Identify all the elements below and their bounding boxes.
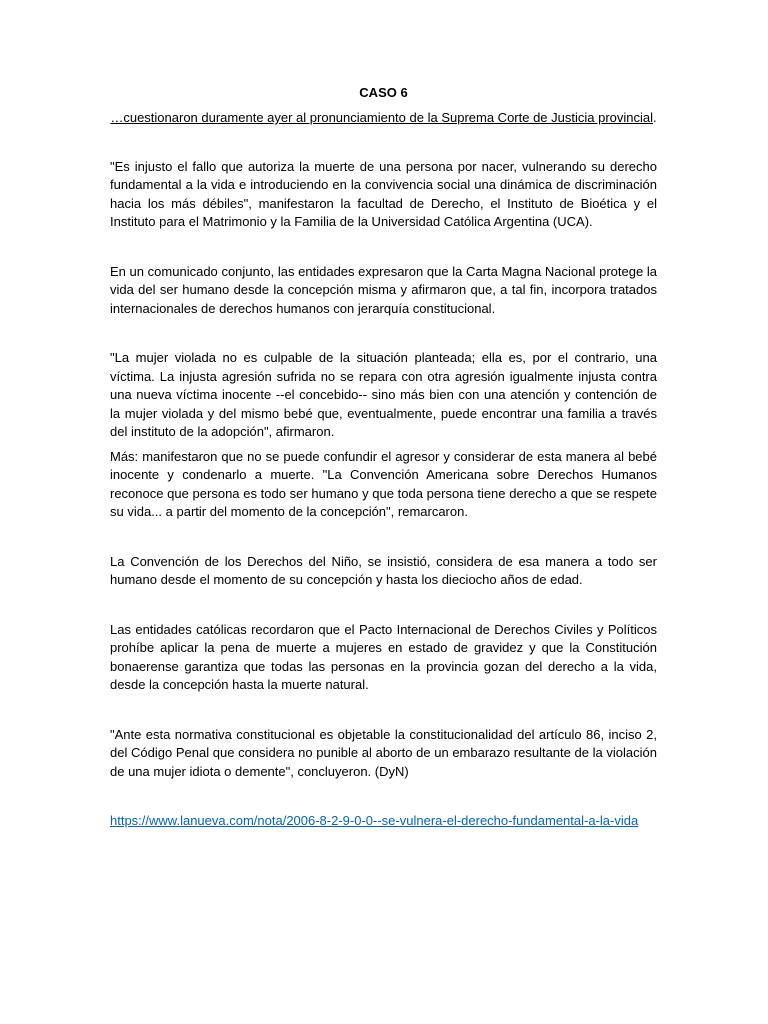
paragraph-1: "Es injusto el fallo que autoriza la muerte de una persona por nacer, vulnerando su derecho fundamental a la vida e introduciendo en la convivencia social una dinámica de discriminación hacia los más débiles", manifestaron la facultad de Derecho, el Instituto de Bioética y el Instituto para el Matrimonio y la Familia de la Universidad Católica Argentina (UCA). <box>110 158 657 229</box>
subtitle-period: . <box>653 110 657 125</box>
paragraph-7: "Ante esta normativa constitucional es objetable la constitucionalidad del artículo 86, inciso 2, del Código Penal que considera no punible al aborto de un embarazo resultante de la violación de una mujer idiota o demente", concluyeron. (DyN) <box>110 726 657 779</box>
paragraph-3: "La mujer violada no es culpable de la situación planteada; ella es, por el contrario, una víctima. La injusta agresión sufrida no se repara con otra agresión igualmente injusta contra una nueva víctima inocente --el concebido-- sino más bien con una atención y contención de la mujer violada y del mismo bebé que, eventualmente, puede encontrar una familia a través del instituto de la adopción", afirmaron. <box>110 350 657 439</box>
paragraph-4: Más: manifestaron que no se puede confundir el agresor y considerar de esta manera al bebé inocente y condenarlo a muerte. "La Convención Americana sobre Derechos Humanos reconoce que persona es todo ser humano y que toda persona tiene derecho a que se respete su vida... a partir del momento de la concepción", remarcaron. <box>110 448 657 519</box>
paragraph-5: La Convención de los Derechos del Niño, se insistió, considera de esa manera a todo ser humano desde el momento de su concepción y hasta los dieciocho años de edad. <box>110 553 657 587</box>
document-subtitle <box>110 109 657 128</box>
document-title: CASO 6 <box>359 85 408 100</box>
paragraph-2: En un comunicado conjunto, las entidades expresaron que la Carta Magna Nacional protege la vida del ser humano desde la concepción misma y afirmaron que, a tal fin, incorpora tratados internacionales de derechos humanos con jerarquía constitucional. <box>110 263 657 316</box>
paragraph-6: Las entidades católicas recordaron que el Pacto Internacional de Derechos Civiles y Políticos prohíbe aplicar la pena de muerte a mujeres en estado de gravidez y que la Constitución bonaerense garantiza que todas las personas en la provincia gozan del derecho a la vida, desde la concepción hasta la muerte natural. <box>110 621 657 692</box>
document-body <box>110 84 657 831</box>
subtitle-text: …cuestionaron duramente ayer al pronunciamiento de la Suprema Corte de Justicia provincial <box>110 110 654 125</box>
source-link[interactable]: https://www.lanueva.com/nota/2006-8-2-9-0-0--se-vulnera-el-derecho-fundamental-a-la-vida <box>110 813 639 828</box>
